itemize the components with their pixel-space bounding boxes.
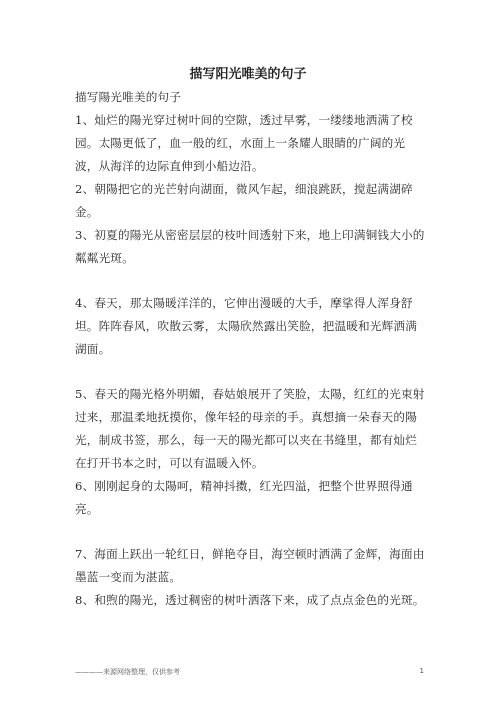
document-subtitle: 描写陽光唯美的句子: [75, 90, 182, 104]
page-footer: [75, 667, 424, 677]
paragraph-3: 3、初夏的陽光从密密层层的枝叶间透射下来，地上印满铜钱大小的粼粼光斑。: [75, 228, 425, 265]
page-number: 1: [419, 667, 424, 675]
paragraph-8: 8、和煦的陽光，透过稠密的树叶洒落下来，成了点点金色的光斑。: [75, 593, 425, 607]
paragraph-2: 2、朝陽把它的光芒射向湖面，微风乍起，细浪跳跃，搅起满湖碎金。: [75, 182, 413, 219]
document-body: [75, 86, 425, 612]
paragraph-4: 4、春天，那太陽暖洋洋的，它伸出漫暖的大手，摩挲得人浑身舒坦。阵阵春风，吹散云雾，太陽欣然露出笑脸，把温暖和光辉洒满湖面。: [75, 296, 418, 356]
paragraph-5: 5、春天的陽光格外明媚，春姑娘展开了笑脸，太陽，红红的光束射过来，那温柔地抚摸你，像年轻的母亲的手。真想摘一朵春天的陽光，制成书签，那么，每一天的陽光都可以夹在书缝里，都有灿烂在打开书本之时，可以有温暖入怀。: [75, 387, 425, 470]
paragraph-1: 1、灿烂的陽光穿过树叶间的空隙，透过早雾，一缕缕地洒满了校园。太陽更低了，血一般的红，水面上一条耀人眼睛的广阔的光波，从海洋的边际直伸到小船边沿。: [75, 113, 413, 173]
document-title: 描写阳光唯美的句子: [189, 67, 307, 82]
paragraph-7: 7、海面上跃出一轮红日，鲜艳夺目，海空顿时洒满了金辉，海面由墨蓝一变而为湛蓝。: [75, 547, 425, 584]
footer-note: ————来源网络整理，仅供参考: [75, 668, 180, 676]
paragraph-6: 6、刚刚起身的太陽呵，精神抖擞，红光四溢，把整个世界照得通亮。: [75, 479, 413, 516]
